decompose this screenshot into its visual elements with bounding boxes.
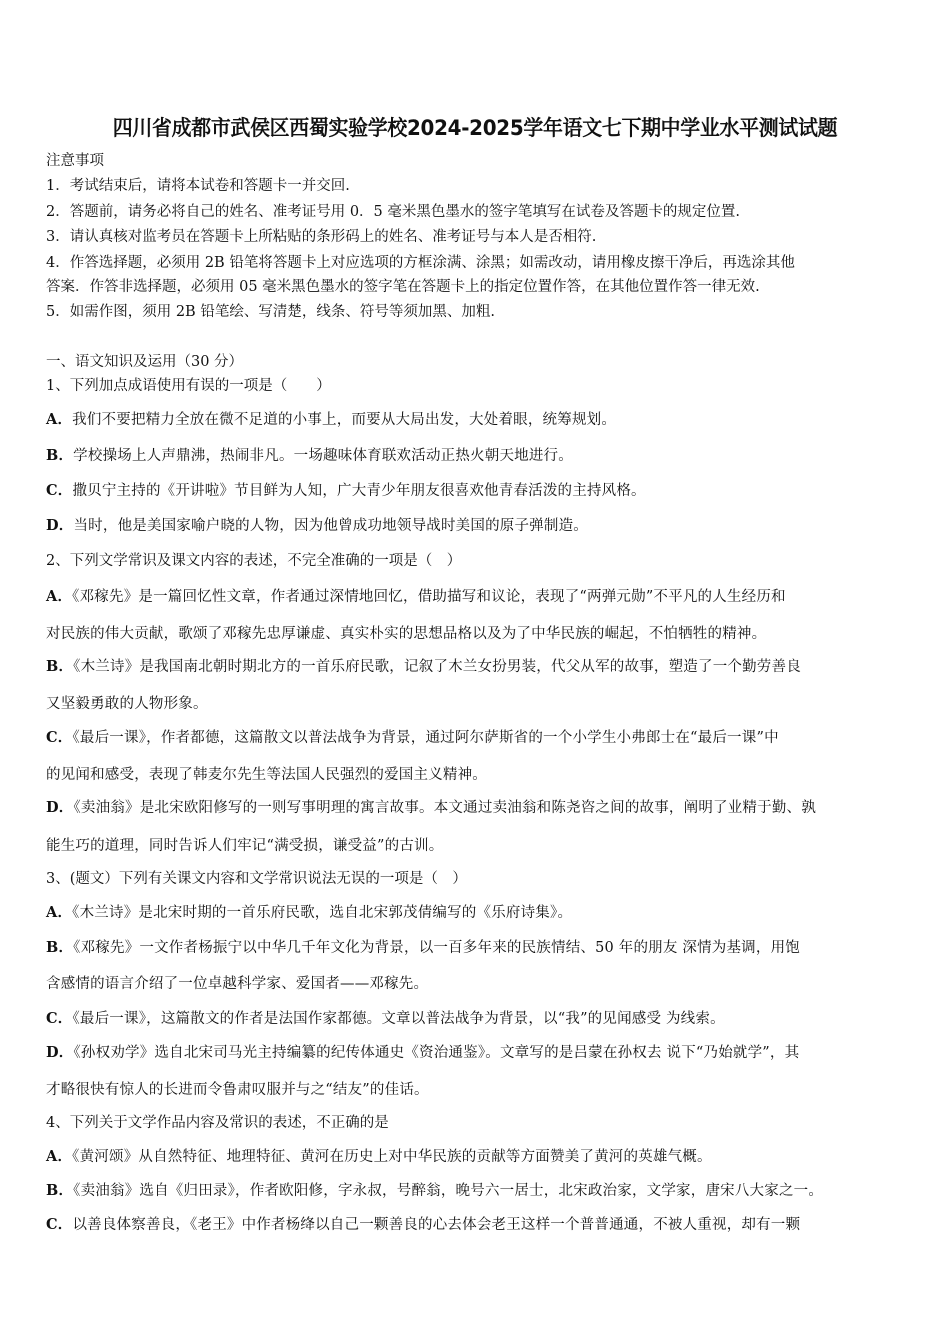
option-text: 《最后一课》，这篇散文的作者是法国作家都德。文章以普法战争为背景，以“我”的见闻感受 为线索。 [72, 1011, 725, 1027]
option-label: B． [46, 939, 74, 956]
option-label: A． [46, 1148, 73, 1165]
question-4-stem: 4、下列关于文学作品内容及常识的表述，不正确的是 [46, 1115, 389, 1131]
q1-option-d [46, 516, 588, 536]
option-text: 《黄河颂》从自然特征、地理特征、黄河在历史上对中华民族的贡献等方面赞美了黄河的英雄气概。 [72, 1149, 712, 1165]
q2-option-c-cont: 的见闻和感受，表现了韩麦尔先生等法国人民强烈的爱国主义精神。 [46, 767, 487, 783]
page-title: 四川省成都市武侯区西蜀实验学校2024-2025学年语文七下期中学业水平测试试题 [112, 116, 838, 140]
question-2-stem: 2、下列文学常识及课文内容的表述，不完全准确的一项是（ ） [46, 553, 462, 569]
q3-option-c [46, 1009, 725, 1029]
notice-item: 4．作答选择题，必须用 2B 铅笔将答题卡上对应选项的方框涂满、涂黑；如需改动，请用橡皮擦干净后，再选涂其他 [46, 255, 795, 271]
option-text: 《最后一课》，作者都德，这篇散文以普法战争为背景，通过阿尔萨斯省的一个小学生小弗郎士在“最后一课”中 [72, 730, 779, 746]
option-text: 《木兰诗》是我国南北朝时期北方的一首乐府民歌，记叙了木兰女扮男装，代父从军的故事，塑造了一个勤劳善良 [73, 659, 801, 675]
option-label: B． [46, 1182, 74, 1199]
option-label: D． [46, 799, 74, 816]
option-label: C． [46, 1010, 73, 1027]
q1-option-b [46, 446, 573, 466]
q3-option-d [46, 1043, 799, 1063]
option-label: B． [46, 447, 74, 464]
q4-option-c [46, 1215, 800, 1235]
option-label: B． [46, 658, 74, 675]
option-label: A． [46, 411, 73, 428]
q3-option-d-cont: 才略很快有惊人的长进而令鲁肃叹服并与之“结友”的佳话。 [46, 1082, 429, 1098]
option-label: D． [46, 1044, 74, 1061]
notice-item: 3．请认真核对监考员在答题卡上所粘贴的条形码上的姓名、准考证号与本人是否相符. [46, 229, 597, 245]
notice-item: 5．如需作图，须用 2B 铅笔绘、写清楚，线条、符号等须加黑、加粗. [46, 304, 495, 320]
option-text: 学校操场上人声鼎沸，热闹非凡。一场趣味体育联欢活动正热火朝天地进行。 [73, 448, 573, 464]
section-heading: 一、语文知识及运用（30 分） [46, 354, 244, 370]
option-text: 撒贝宁主持的《开讲啦》节目鲜为人知，广大青少年朋友很喜欢他青春活泼的主持风格。 [72, 483, 646, 499]
q3-option-b [46, 938, 800, 958]
option-text: 《木兰诗》是北宋时期的一首乐府民歌，选自北宋郭茂倩编写的《乐府诗集》。 [72, 905, 573, 921]
q2-option-d-cont: 能生巧的道理，同时告诉人们牢记“满受损，谦受益”的古训。 [46, 838, 444, 854]
option-label: C． [46, 1216, 73, 1233]
option-label: A． [46, 588, 73, 605]
q4-option-a [46, 1147, 712, 1167]
q3-option-b-cont: 含感情的语言介绍了一位卓越科学家、爱国者——邓稼先。 [46, 976, 429, 992]
option-text: 当时，他是美国家喻户晓的人物，因为他曾成功地领导战时美国的原子弹制造。 [73, 518, 588, 534]
q3-option-a [46, 903, 572, 923]
q2-option-d [46, 798, 816, 818]
q2-option-c [46, 728, 779, 748]
q1-option-a [46, 410, 616, 430]
q2-option-b [46, 657, 801, 677]
notice-item: 2．答题前，请务必将自己的姓名、准考证号用 0．5 毫米黑色墨水的签字笔填写在试卷及答题卡的规定位置. [46, 204, 740, 220]
q2-option-b-cont: 又坚毅勇敢的人物形象。 [46, 696, 208, 712]
option-text: 《孙权劝学》选自北宋司马光主持编纂的纪传体通史《资治通鉴》。文章写的是吕蒙在孙权去 说下“乃始就学”，其 [73, 1045, 800, 1061]
option-text: 我们不要把精力全放在微不足道的小事上，而要从大局出发，大处着眼，统筹规划。 [72, 412, 617, 428]
notice-item: 答案．作答非选择题，必须用 05 毫米黑色墨水的签字笔在答题卡上的指定位置作答，在其他位置作答一律无效. [46, 279, 760, 295]
option-label: C． [46, 729, 73, 746]
option-label: C． [46, 482, 73, 499]
option-text: 《邓稼先》一文作者杨振宁以中华几千年文化为背景，以一百多年来的民族情结、50 年的朋友 深情为基调，用饱 [73, 940, 800, 956]
option-label: D． [46, 517, 74, 534]
option-text: 《卖油翁》是北宋欧阳修写的一则写事明理的寓言故事。本文通过卖油翁和陈尧咨之间的故事，阐明了业精于勤、孰 [73, 800, 816, 816]
q1-option-c [46, 481, 646, 501]
q2-option-a [46, 587, 786, 607]
option-label: A． [46, 904, 73, 921]
q2-option-a-cont: 对民族的伟大贡献，歌颂了邓稼先忠厚谦虚、真实朴实的思想品格以及为了中华民族的崛起，不怕牺牲的精神。 [46, 626, 767, 642]
notice-item: 1．考试结束后，请将本试卷和答题卡一并交回. [46, 178, 350, 194]
question-1-stem: 1、下列加点成语使用有误的一项是（ ） [46, 378, 331, 394]
q4-option-b [46, 1181, 823, 1201]
option-text: 《卖油翁》选自《归田录》，作者欧阳修，字永叔，号醉翁，晚号六一居士，北宋政治家，文学家，唐宋八大家之一。 [73, 1183, 824, 1199]
question-3-stem: 3、(题文）下列有关课文内容和文学常识说法无误的一项是（ ） [46, 871, 467, 887]
option-text: 《邓稼先》是一篇回忆性文章，作者通过深情地回忆，借助描写和议论，表现了“两弹元勋”不平凡的人生经历和 [72, 589, 786, 605]
option-text: 以善良体察善良，《老王》中作者杨绛以自己一颗善良的心去体会老王这样一个普普通通，不被人重视，却有一颗 [72, 1217, 801, 1233]
notice-heading: 注意事项 [46, 153, 104, 169]
